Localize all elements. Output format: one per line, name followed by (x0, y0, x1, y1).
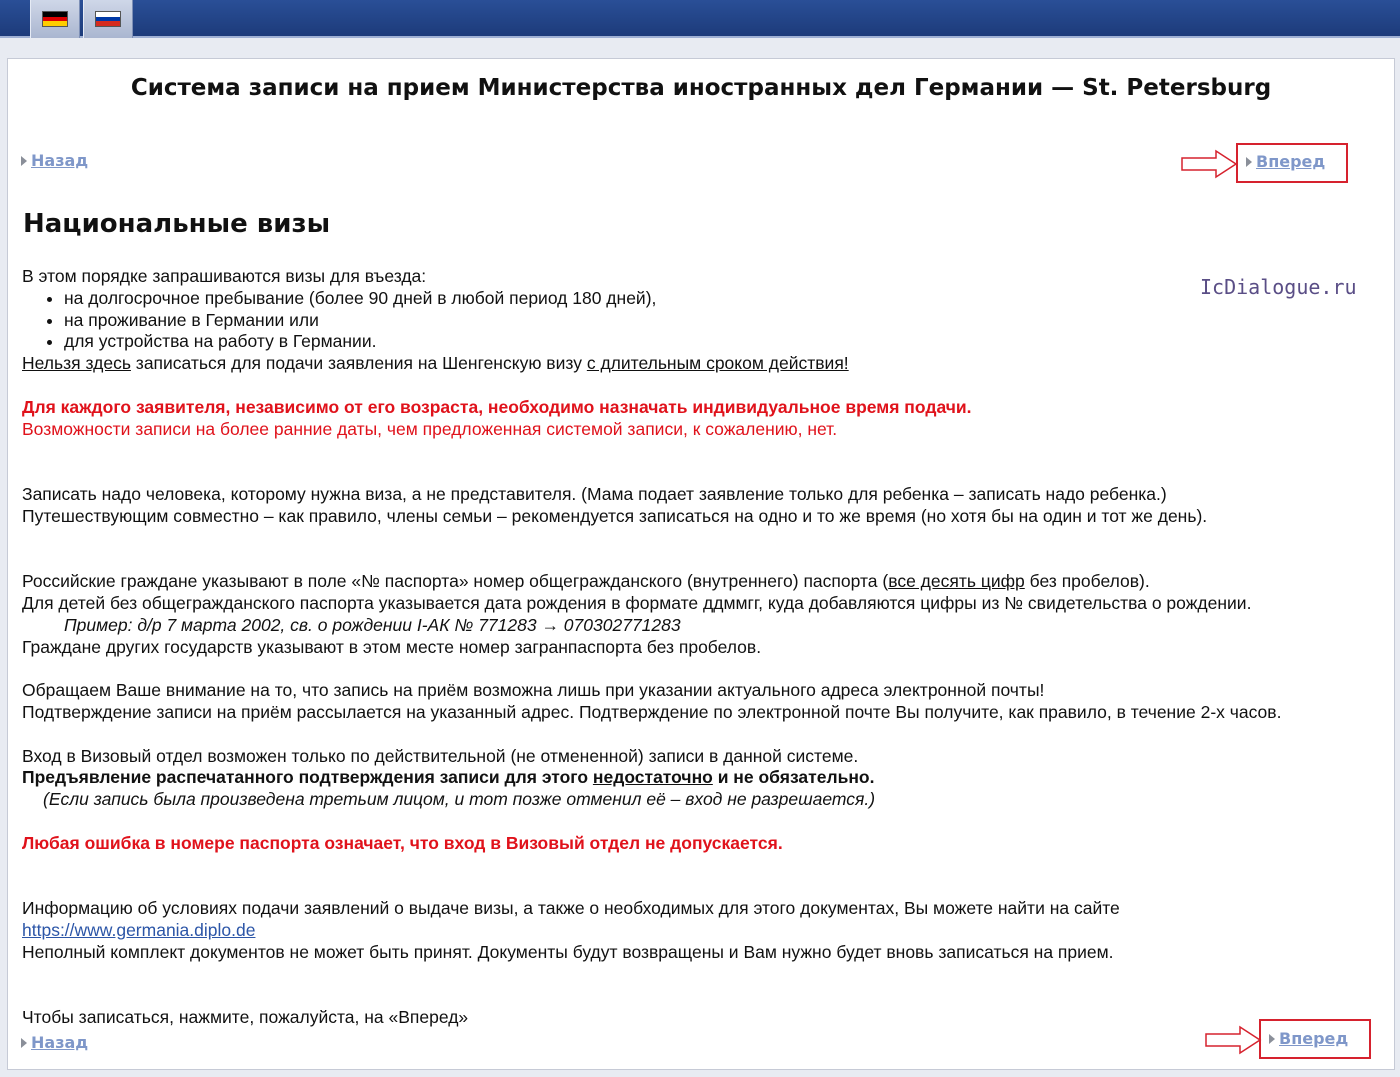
main-text (22, 266, 1392, 1029)
red-arrow-icon (1180, 149, 1240, 179)
schengen-link-1[interactable]: Нельзя здесь (22, 353, 131, 374)
entry-note-italic: (Если запись была произведена третьим лицом, и тот позже отменил её – вход не разрешается.) (43, 789, 876, 810)
triangle-right-icon (21, 1038, 27, 1048)
schengen-link-2[interactable]: с длительным сроком действия! (586, 353, 849, 374)
schengen-note (22, 353, 1392, 375)
back-label: Назад (31, 151, 89, 170)
info-note: Информацию об условиях подачи заявлений о выдаче визы, а также о необходимых для этого документах, Вы можете найти на сайте (22, 898, 1120, 919)
passport-error-warning: Любая ошибка в номере паспорта означает, что вход в Визовый отдел не допускается. (22, 832, 783, 853)
list-item: • для устройства на работу в Германии. (64, 331, 1392, 353)
person-note-2: Путешествующим совместно – как правило, члены семьи – рекомендуется записаться на одно и то же время (но хотя бы на один и тот же день). (22, 505, 1208, 526)
incomplete-docs-note: Неполный комплект документов не может быть принят. Документы будут возвращены и Вам нужно будет вновь записаться на прием. (22, 941, 1114, 962)
german-flag-icon (42, 11, 68, 27)
forward-label: Вперед (1279, 1029, 1349, 1048)
red-arrow-icon (1204, 1025, 1264, 1055)
individual-time-warning: Для каждого заявителя, независимо от его возраста, необходимо назначать индивидуальное время подачи. (22, 396, 972, 417)
page-title: Система записи на прием Министерства иностранных дел Германии — St. Petersburg (130, 75, 1272, 101)
language-bar (0, 0, 1400, 38)
earlier-dates-note: Возможности записи на более ранние даты, чем предложенная системой записи, к сожалению, нет. (22, 418, 838, 439)
list-item: • на проживание в Германии или (64, 310, 1392, 332)
children-note: Для детей без общегражданского паспорта указывается дата рождения в формате ддммгг, куда добавляются цифры из № свидетельства о рождении. (22, 592, 1252, 613)
russian-language-button[interactable] (83, 0, 133, 38)
entry-note-1: Вход в Визовый отдел возможен только по действительной (не отмененной) записи в данной системе. (22, 745, 859, 766)
russian-flag-icon (95, 11, 121, 27)
passport-example: Пример: д/р 7 марта 2002, св. о рождении I-АК № 771283 → 070302771283 (64, 614, 681, 635)
passport-text-pre: Российские граждане указывают в поле «№ паспорта» номер общегражданского (внутреннего) паспорта ( (22, 571, 889, 592)
entry-bold-under: недостаточно (592, 767, 713, 788)
passport-text-post: без пробелов). (1024, 571, 1150, 592)
section-heading: Национальные визы (23, 209, 331, 239)
triangle-right-icon (1246, 157, 1252, 167)
person-note-1: Записать надо человека, которому нужна виза, а не представителя. (Мама подает заявление только для ребенка – записать надо ребенка.) (22, 483, 1167, 504)
email-note-2: Подтверждение записи на приём рассылается на указанный адрес. Подтверждение по электронной почте Вы получите, как правило, в течение 2-х часов. (22, 701, 1282, 722)
list-item: • на долгосрочное пребывание (более 90 дней в любой период 180 дней), (64, 288, 1392, 310)
forward-link-bottom[interactable] (1269, 1029, 1348, 1048)
germania-diplo-link[interactable]: https://www.germania.diplo.de (22, 919, 256, 940)
back-link-bottom[interactable] (21, 1033, 88, 1052)
visa-types-list (22, 288, 1392, 353)
forward-link-top[interactable] (1246, 152, 1325, 171)
schengen-text: записаться для подачи заявления на Шенгенскую визу (130, 353, 587, 374)
triangle-right-icon (21, 156, 27, 166)
passport-text-underlined: все десять цифр (888, 571, 1025, 592)
entry-note-bold (22, 767, 1392, 789)
other-citizens-note: Граждане других государств указывают в этом месте номер загранпаспорта без пробелов. (22, 636, 762, 657)
cta-text: Чтобы записаться, нажмите, пожалуйста, на «Вперед» (22, 1007, 469, 1028)
passport-note (22, 571, 1392, 593)
triangle-right-icon (1269, 1034, 1275, 1044)
entry-bold-pre: Предъявление распечатанного подтверждения записи для этого (22, 767, 593, 788)
german-language-button[interactable] (30, 0, 80, 38)
email-note-1: Обращаем Ваше внимание на то, что запись на приём возможна лишь при указании актуального адреса электронной почты! (22, 680, 1045, 701)
entry-bold-post: и не обязательно. (712, 767, 875, 788)
back-link-top[interactable] (21, 151, 88, 170)
intro-text: В этом порядке запрашиваются визы для въезда: (22, 266, 427, 286)
content-panel (7, 58, 1395, 1070)
forward-label: Вперед (1256, 152, 1326, 171)
watermark-text: IcDialogue.ru (1200, 275, 1357, 299)
back-label: Назад (31, 1033, 89, 1052)
